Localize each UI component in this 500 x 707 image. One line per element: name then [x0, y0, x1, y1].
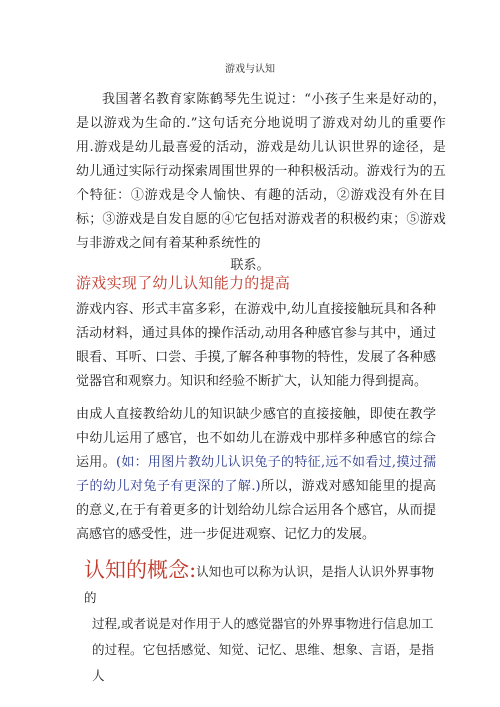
intro-paragraph-ending: 联系。 [230, 258, 270, 273]
concept-heading: 认知的概念: [84, 558, 197, 582]
paragraph-2-end: 所以，游戏对感知能里的提高的意义,在于有着更多的计划给幼儿综合运用各个感官，从而提高感官的感受性，进一步促进观察、记忆力的发展。 [76, 479, 436, 542]
concept-block [84, 557, 434, 689]
concept-line-1: 认知也可以称为认识，是指人认识外界事物的 [84, 564, 434, 605]
paragraph-2-example: (如：用图片教幼儿认识兔子的特征,远不如看过,摸过孺子的幼儿对兔子有更深的了解.) [76, 455, 436, 494]
section-paragraph-2 [76, 403, 436, 547]
paragraph-2-start: 由成人直接教给幼儿的知识缺少感官的直接接触，即使在教学中幼儿运用了感官，也不如幼儿在游戏中那样多种感官的综合运用。 [76, 407, 436, 470]
intro-paragraph: 我国著名教育家陈鹤琴先生说过：“小孩子生来是好动的，是以游戏为生命的.”这句话充分地说明了游戏对幼儿的重要作用.游戏是幼儿最喜爱的活动，游戏是幼儿认识世界的途径，是幼儿通过实际行动探索周围世界的一种积极活动。游戏行为的五个特征：①游戏是令人愉快、有趣的活动，②游戏没有外在目标；③游戏是自发自愿的④它包括对游戏者的积极约束；⑤游戏与非游戏之间有着某种系统性的 [76, 92, 446, 251]
section-paragraph-1: 游戏内容、形式丰富多彩，在游戏中,幼儿直接接触玩具和各种活动材料，通过具体的操作活动,动用各种感官参与其中，通过眼看、耳听、口尝、手摸,了解各种事物的特性，发展了各种感觉器官和观察力。知识和经验不断扩大，认知能力得到提高。 [76, 302, 436, 389]
document-title: 游戏与认知 [225, 64, 275, 75]
concept-line-2: 过程,或者说是对作用于人的感觉器官的外界事物进行信息加工 [92, 616, 434, 631]
section-heading: 游戏实现了幼儿认知能力的提高 [76, 274, 291, 292]
concept-line-3: 的过程。它包括感觉、知觉、记忆、思维、想象、言语，是指人 [92, 642, 434, 683]
